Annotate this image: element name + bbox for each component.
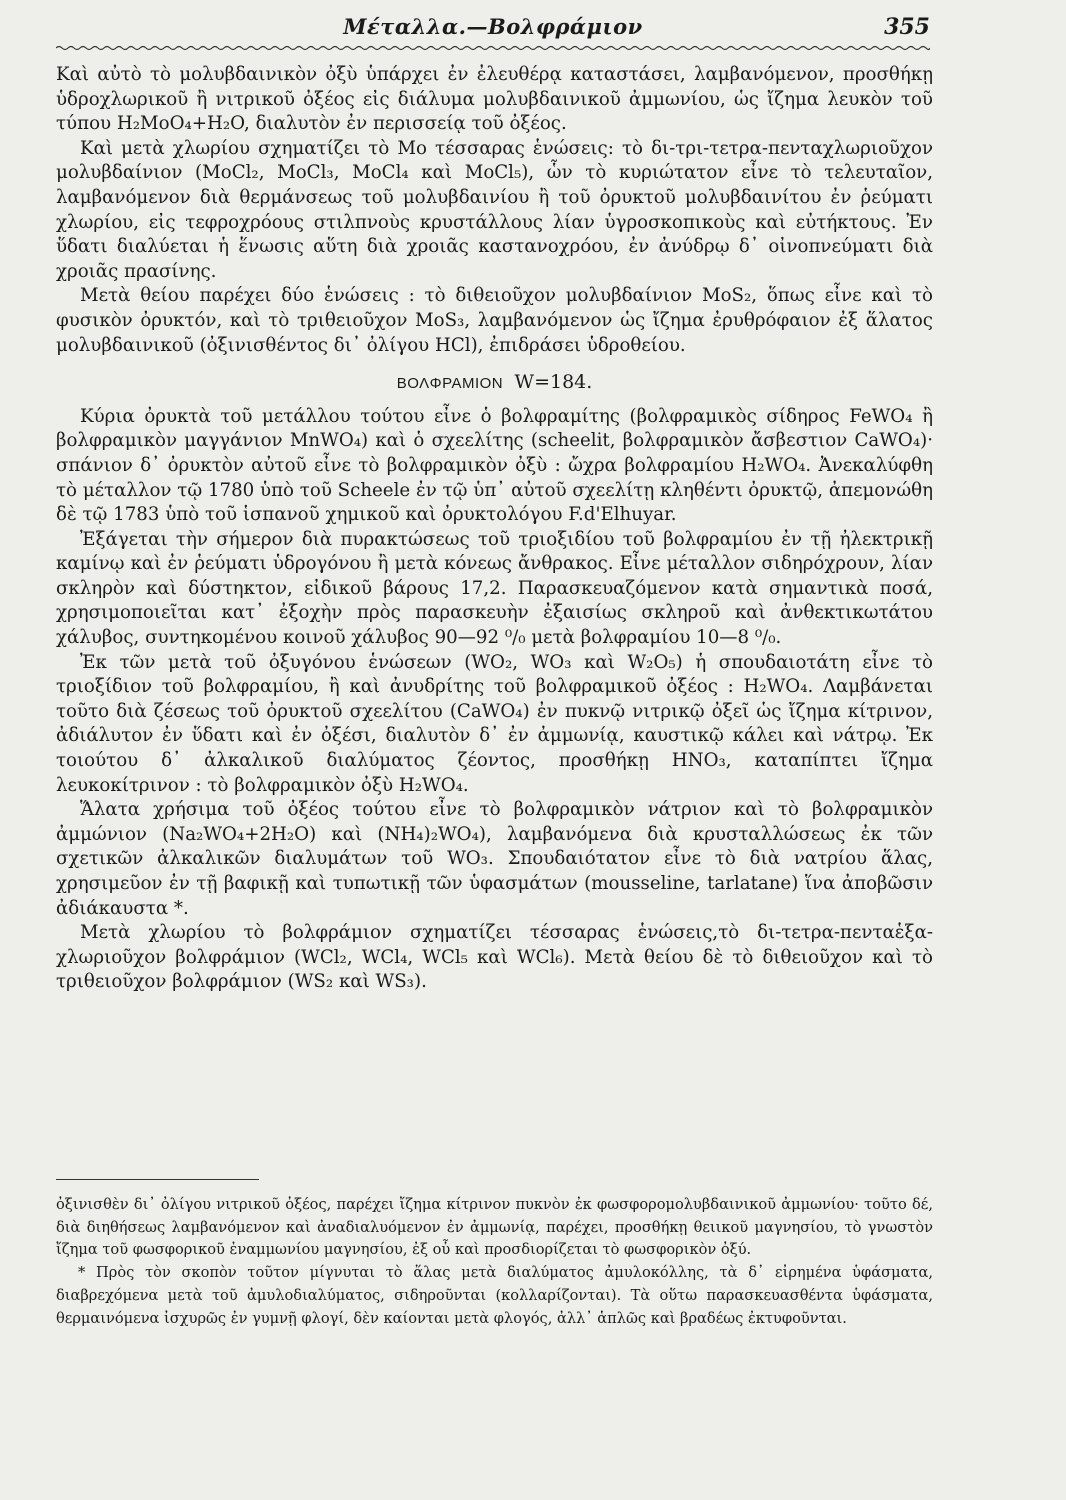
header-title: Μέταλλα.—Βολφράμιον	[343, 14, 643, 39]
footnote-rule	[56, 1179, 259, 1180]
paragraph: Μετὰ χλωρίου τὸ βολφράμιον σχηματίζει τέσσαρας ἑνώσεις,τὸ δι-τετρα-πενταἑξα-χλωριοῦχον βολφράμιον (WCl₂, WCl₄, WCl₅ καὶ WCl₆). Μετὰ θείου δὲ τὸ διθειοῦχον καὶ τὸ τριθειοῦχον βολφράμιον (WS₂ καὶ WS₃).	[56, 922, 933, 993]
main-text	[56, 63, 933, 995]
footnote: ὀξινισθὲν δι᾽ ὀλίγου νιτρικοῦ ὀξέος, παρέχει ἴζημα κίτρινον πυκνὸν ἐκ φωσφορομολυβδαινικοῦ ἀμμωνίου· τοῦτο δέ, διὰ διηθήσεως λαμβανόμενον καὶ ἀναδιαλυόμενον ἐν ἀμμωνίᾳ, παρέχει, προσθήκῃ θειικοῦ μαγνησίου, τὸ γνωστὸν ἴζημα τοῦ φωσφορικοῦ ἐναμμωνίου μαγνησίου, ἐξ οὗ καὶ προσδιορίζεται τὸ φωσφορικὸν ὀξύ.	[56, 1196, 933, 1259]
footnotes	[56, 1194, 933, 1330]
section-heading-label: ΒΟΛΦΡΑΜΙΟΝ	[396, 375, 504, 393]
wavy-rule-divider	[56, 44, 930, 52]
paragraph: Ἅλατα χρήσιμα τοῦ ὀξέος τούτου εἶνε τὸ βολφραμικὸν νάτριον καὶ τὸ βολφραμικὸν ἀμμώνιον (Na₂WO₄+2H₂O) καὶ (NH₄)₂WO₄), λαμβανόμενα διὰ κρυσταλλώσεως ἐκ τῶν σχετικῶν ἀλκαλικῶν διαλυμάτων τοῦ WO₃. Σπουδαιότατον εἶνε τὸ διὰ νατρίου ἅλας, χρησιμεῦον ἐν τῇ βαφικῇ καὶ τυπωτικῇ τῶν ὑφασμάτων (mousseline, tarlatane) ἵνα ἀποβῶσιν ἀδιάκαυστα *.	[56, 799, 933, 919]
paragraph: Καὶ μετὰ χλωρίου σχηματίζει τὸ Mo τέσσαρας ἑνώσεις: τὸ δι-τρι-τετρα-πενταχλωριοῦχον μολυβδαίνιον (MoCl₂, MoCl₃, MoCl₄ καὶ MoCl₅), ὧν τὸ κυριώτατον εἶνε τὸ τελευταῖον, λαμβανόμενον διὰ θερμάνσεως τοῦ μολυβδαινίου ἢ τοῦ ὀρυκτοῦ μολυβδαινίτου ἐν ῥεύματι χλωρίου, εἰς τεφροχρόους στιλπνοὺς κρυστάλλους λίαν ὑγροσκοπικοὺς καὶ εὐτήκτους. Ἐν ὕδατι διαλύεται ἡ ἕνωσις αὕτη διὰ χροιᾶς καστανοχρόου, ἐν ἀνύδρῳ δ᾽ οἰνοπνεύματι διὰ χροιᾶς πρασίνης.	[56, 137, 933, 282]
section-heading	[56, 370, 933, 397]
paragraph: Ἐξάγεται τὴν σήμερον διὰ πυρακτώσεως τοῦ τριοξιδίου τοῦ βολφραμίου ἐν τῇ ἠλεκτρικῇ καμίνῳ καὶ ἐν ῥεύματι ὑδρογόνου ἢ μετὰ κόνεως ἄνθρακος. Εἶνε μέταλλον σιδηρόχρουν, λίαν σκληρὸν καὶ δύστηκτον, εἰδικοῦ βάρους 17,2. Παρασκευαζόμενον κατὰ σημαντικὰ ποσά, χρησιμοποιεῖται κατ᾽ ἐξοχὴν πρὸς παρασκευὴν ἐξαισίως σκληροῦ καὶ ἀνθεκτικωτάτου χάλυβος, συντηκομένου κοινοῦ χάλυβος 90—92 ⁰/₀ μετὰ βολφραμίου 10—8 ⁰/₀.	[56, 528, 933, 649]
footnote: * Πρὸς τὸν σκοπὸν τοῦτον μίγνυται τὸ ἅλας μετὰ διαλύματος ἀμυλοκόλλης, τὰ δ᾽ εἰρημένα ὑφάσματα, διαβρεχόμενα μετὰ τοῦ ἀμυλοδιαλύματος, σιδηροῦνται (κολλαρίζονται). Τὰ οὕτω παρασκευασθέντα ὑφάσματα, θερμαινόμενα ἰσχυρῶς ἐν γυμνῇ φλογί, δὲν καίονται μετὰ φλογός, ἀλλ᾽ ἁπλῶς καὶ βραδέως ἐκτυφοῦνται.	[56, 1264, 933, 1327]
paragraph: Μετὰ θείου παρέχει δύο ἑνώσεις : τὸ διθειοῦχον μολυβδαίνιον MoS₂, ὅπως εἶνε καὶ τὸ φυσικὸν ὀρυκτόν, καὶ τὸ τριθειοῦχον MoS₃, λαμβανόμενον ὡς ἴζημα ἐρυθρόφαιον ἐξ ἅλατος μολυβδαινικοῦ (ὀξινισθέντος δι᾽ ὀλίγου HCl), ἐπιδράσει ὑδροθείου.	[56, 285, 933, 356]
paragraph: Ἐκ τῶν μετὰ τοῦ ὀξυγόνου ἑνώσεων (WO₂, WO₃ καὶ W₂O₅) ἡ σπουδαιοτάτη εἶνε τὸ τριοξίδιον τοῦ βολφραμίου, ἢ καὶ ἀνυδρίτης τοῦ βολφραμικοῦ ὀξέος : H₂WO₄. Λαμβάνεται τοῦτο διὰ ζέσεως τοῦ ὀρυκτοῦ σχεελίτου (CaWO₄) ἐν πυκνῷ νιτρικῷ ὀξεῖ ὡς ἴζημα κίτρινον, ἀδιάλυτον ἐν ὕδατι καὶ ἐν ὀξέσι, διαλυτὸν δ᾽ ἐν ἀμμωνίᾳ, καυστικῷ κάλει καὶ νάτρῳ. Ἐκ τοιούτου δ᾽ ἀλκαλικοῦ διαλύματος ζέοντος, προσθήκῃ HNO₃, καταπίπτει ἴζημα λευκοκίτρινον : τὸ βολφραμικὸν ὀξὺ H₂WO₄.	[56, 651, 933, 796]
page-number: 355	[884, 14, 930, 40]
paragraph: Κύρια ὀρυκτὰ τοῦ μετάλλου τούτου εἶνε ὁ βολφραμίτης (βολφραμικὸς σίδηρος FeWO₄ ἢ βολφραμικὸν μαγγάνιον MnWO₄) καὶ ὁ σχεελίτης (scheelit, βολφραμικὸν ἄσβεστιον CaWO₄)· σπάνιον δ᾽ ὀρυκτὸν αὐτοῦ εἶνε τὸ βολφραμικὸν ὀξὺ : ὤχρα βολφραμίου H₂WO₄. Ἀνεκαλύφθη τὸ μέταλλον τῷ 1780 ὑπὸ τοῦ Scheele ἐν τῷ ὑπ᾽ αὐτοῦ σχεελίτῃ κληθέντι ὀρυκτῷ, ἀπεμονώθη δὲ τῷ 1783 ὑπὸ τοῦ ἱσπανοῦ χημικοῦ καὶ ὀρυκτολόγου F.d'Elhuyar.	[56, 405, 933, 526]
section-heading-formula: W=184.	[514, 371, 593, 394]
paragraph: Καὶ αὐτὸ τὸ μολυβδαινικὸν ὀξὺ ὑπάρχει ἐν ἐλευθέρᾳ καταστάσει, λαμβανόμενον, προσθήκῃ ὑδροχλωρικοῦ ἢ νιτρικοῦ ὀξέος εἰς διάλυμα μολυβδαινικοῦ ἀμμωνίου, ὡς ἴζημα λευκὸν τοῦ τύπου H₂MoO₄+H₂O, διαλυτὸν ἐν περισσείᾳ τοῦ ὀξέος.	[56, 64, 933, 135]
running-header	[56, 14, 930, 44]
